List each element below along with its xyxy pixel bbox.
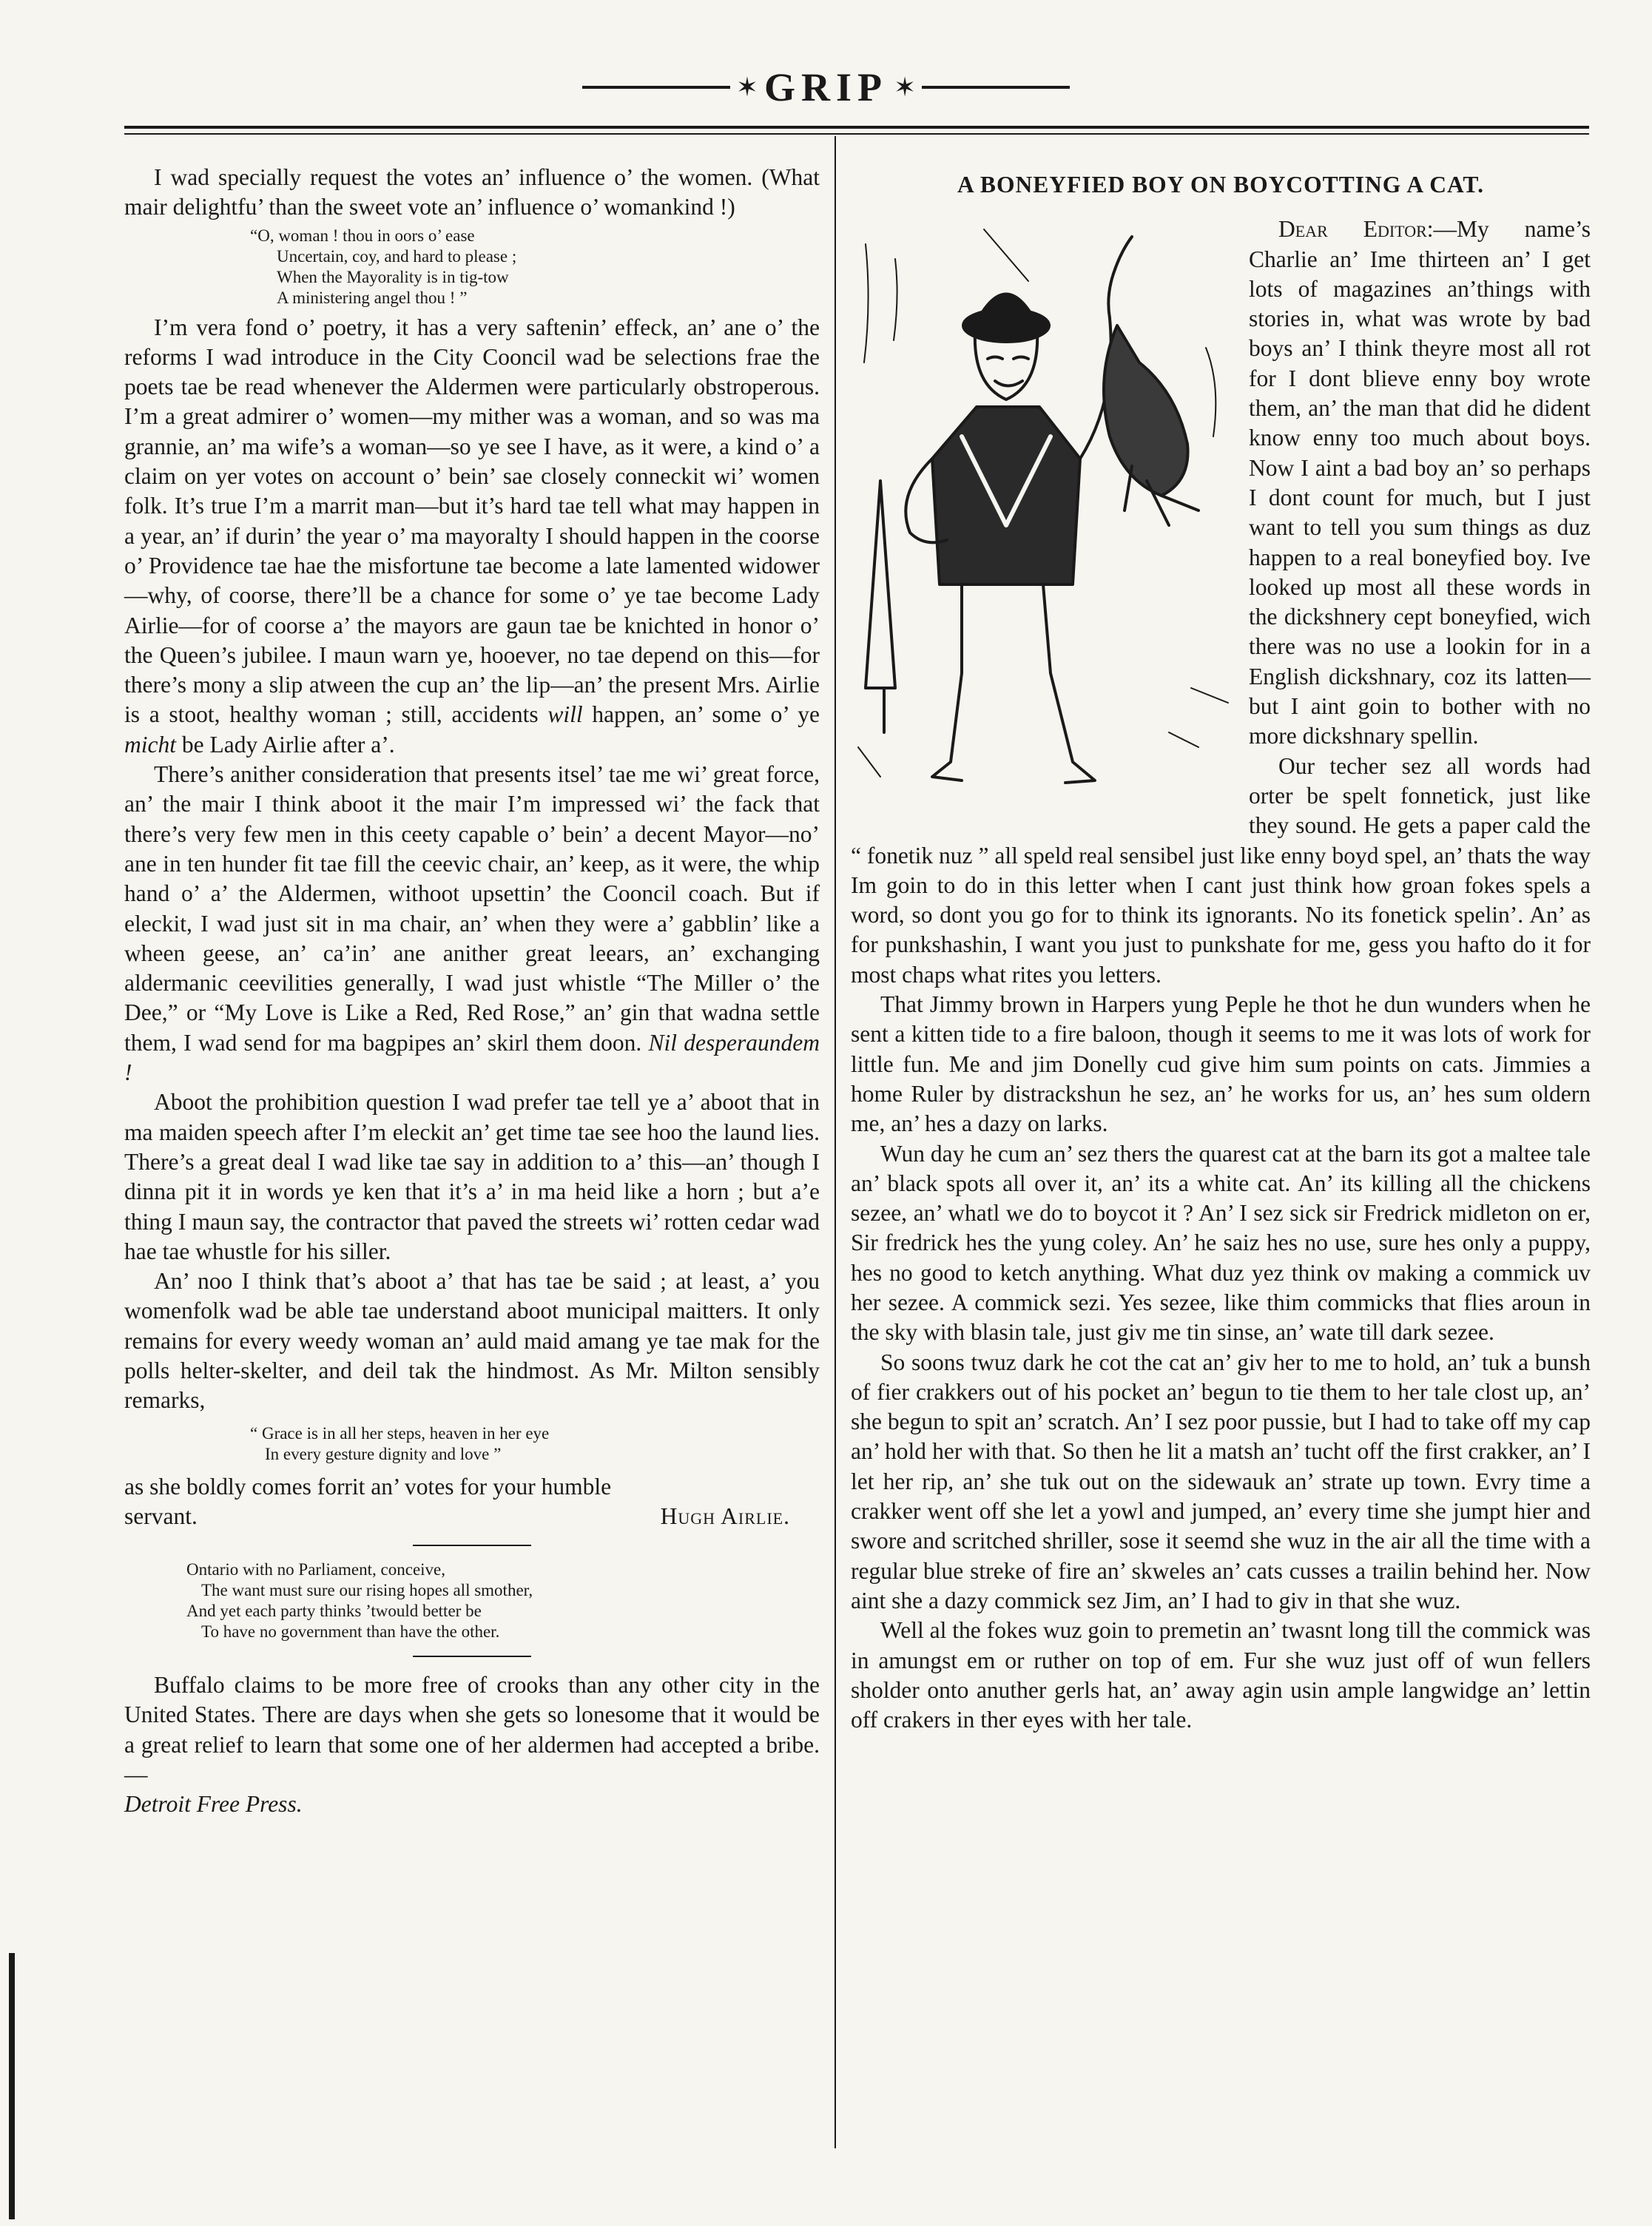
paragraph-text: be Lady Airlie after a’. [175,731,395,758]
verse-line: And yet each party thinks ’twould better be [186,1602,482,1621]
star-icon: ✶ [735,72,758,102]
paragraph: Wun day he cum an’ sez thers the quarest cat at the barn its got a maltee tale an’ black spots all over it, an’ its a white cat. An’ its killing all the chickens sezee, an’ whatl we do to boycot it ? An’ I sez sick sir Fredrick midleton on er, Sir fredrick hes the yung coley. An’ he saiz hes no use, sure hes only a puppy, hes no good to ketch anything. What duz yez think ov making a commick uv her sezee. A commick sezi. Yes sezee, like thim commicks that flies aroun in the sky with blasin tale, just giv me tin sinse, an’ wate till dark sezee. [851,1140,1591,1346]
verse-quote [250,226,820,308]
ontario-verse [186,1559,820,1642]
section-rule [413,1656,531,1657]
illustration-svg [851,215,1243,836]
salutation: Dear Editor [1278,216,1427,243]
italic-word: micht [124,731,176,758]
paragraph-text: I’m vera fond o’ poetry, it has a very saftenin’ effeck, an’ ane o’ the reforms I wad introduce in the City Cooncil wad be selections frae the poets tae be read whenever the Aldermen were particularly obstroperous. I’m a great admirer o’ women—my mither was a woman, and so was ma grannie, an’ ma wife’s a woman—so ye see I have, as it were, a kind o’ a claim on yer votes on account o’ bein’ sae closely conneckit wi’ women folk. It’s true I’m a marrit man—but it’s hard tae tell what may happen in a year, an’ if durin’ the year o’ ma mayoralty I should happen in the coorse o’ Providence tae hae the misfortune tae become a late lamented widower—why, of coorse, there’ll be a chance for some o’ ye tae become Lady Airlie—for of coorse a’ the mayors are gaun tae be knichted in honor o’ the Queen’s jubilee. I maun warn ye, hooever, no tae depend on this—for there’s mony a slip atween the cup an’ the lip—an’ the present Mrs. Airlie is a stoot, healthy woman ; still, accidents [124,314,820,728]
verse-line: The want must sure our rising hopes all smother, [201,1581,533,1600]
paragraph-text: :—My name’s Charlie an’ Ime thirteen an’ I get lots of magazines an’things with stories in, what was wrote by bad boys an’ I think theyre most all rot for I dont blieve enny boy wrote them, an’ the man that did he dident know enny too much about boys. Now I aint a bad boy an’ so perhaps I dont count for much, but I just want to tell you sum things as duz happen to a real boneyfied boy. Ive looked up most all these words in the dickshnery cept boneyfied, wich there was no use a lookin for in a English dickshnary, coz its latten—but I aint goin to bother with no more dickshnary spellin. [1249,216,1591,749]
verse-line: Uncertain, coy, and hard to please ; [277,246,517,266]
paragraph [124,760,820,1087]
paragraph-text: happen, an’ some o’ ye [582,701,820,728]
verse-line: When the Mayorality is in tig-tow [277,267,509,286]
left-column [124,163,820,1820]
paragraph-text: There’s anither consideration that presents itsel’ tae me wi’ great force, an’ the mair I think aboot it the mair I’m impressed wi’ the fack that there’s very few men in this ceety capable o’ bein’ a decent Mayor—no’ ane in ten hunder fit tae fill the ceevic chair, an’ keep, as it were, the whip hand o’ a’ the Aldermen, withoot upsettin’ the Cooncil coach. But if eleckit, I wad just sit in ma chair, an’ when they were a’ gabblin’ like a wheen geese, an’ ca’in’ ane anither great leears, an’ exchanging aldermanic ceevilities generally, I wad just whistle “The Miller o’ the Dee,” or “My Love is Like a Red, Red Rose,” an’ gin that wadna settle them, I wad send for ma bagpipes an’ skirl them doon. [124,761,820,1056]
boy-with-cat-illustration [851,215,1243,836]
paragraph [124,1670,820,1819]
paragraph: So soons twuz dark he cot the cat an’ giv her to me to hold, an’ tuk a bunsh of fier crakkers out of his pocket an’ begun to tie them to her tale clost up, an’ she begun to spit an’ scratch. An’ I sez poor pussie, but I had to take off my cap an’ hold her with that. So then he lit a matsh an’ tucht off the first crakker, an’ I let her rip, an’ she tuk out on the sidewauk an’ strate up town. Evry time a crakker went off she let a yowl and jumped, an’ every time she jumpt hier and swore and scritched shriller, sose it seemd she wuz in the air all the time with a regular blue streke of fire an’ skweles an’ cats cusses a trailin behind her. Now aint she a dazy commick sez Jim, an’ I had to giv in that she wuz. [851,1349,1591,1613]
verse-line: “O, woman ! thou in oors o’ ease [250,226,475,245]
verse-line: A ministering angel thou ! ” [277,288,468,307]
header-rule [124,126,1589,129]
paragraph-text: servant. [124,1502,198,1529]
verse-line: Ontario with no Parliament, conceive, [186,1560,446,1579]
paragraph: as she boldly comes forrit an’ votes for your humble [124,1473,612,1500]
header-rule-thin [124,133,1589,135]
paragraph: I wad specially request the votes an’ influence o’ the women. (What mair delightfu’ than the sweet vote an’ influence o’ womankind !) [124,164,820,220]
section-rule [413,1545,531,1546]
latin-phrase: Nil desperaundem ! [124,1029,820,1086]
masthead [0,65,1652,109]
paragraph: Aboot the prohibition question I wad prefer tae tell ye a’ aboot that in ma maiden speech after I’m eleckit an’ get time tae see hoo the laund lies. There’s a great deal I wad like tae say in addition to a’ this—an’ though I dinna pit it in words ye ken that it’s a’ in ma heid like a horn ; but a’e thing I maun say, the contractor that paved the streets wi’ rotten cedar wad hae tae whustle for his siller. [124,1089,820,1264]
masthead-rule-left [582,86,730,89]
masthead-title: GRIP [764,65,888,109]
source-credit: Detroit Free Press. [124,1791,303,1818]
column-divider [835,136,836,2148]
masthead-rule-right [922,86,1070,89]
italic-word: will [547,701,583,728]
paragraph-text: Buffalo claims to be more free of crooks than any other city in the United States. There are days when she gets so lonesome that it would be a great relief to learn that some one of her aldermen had accepted a bribe.— [124,1672,820,1788]
star-icon: ✶ [894,72,917,102]
milton-quote [250,1423,820,1465]
paragraph: An’ noo I think that’s aboot a’ that has tae be said ; at least, a’ you womenfolk wad be able tae understand aboot municipal maitters. It only remains for every weedy woman an’ auld maid amang ye tae mak for the polls helter-skelter, and deil tak the hindmost. As Mr. Milton sensibly remarks, [124,1268,820,1414]
signature: Hugh Airlie. [660,1502,790,1529]
paragraph: Well al the fokes wuz goin to premetin an’ twasnt long till the commick was in amungst em or ruther on top of em. Fur she wuz just off of wun fellers sholder onto anuther gerls hat, an’ away agin usin ample langwidge an’ lettin off crakers in ther eyes with her tale. [851,1617,1591,1733]
right-column [851,163,1591,1735]
verse-line: “ Grace is in all her steps, heaven in her eye [250,1423,550,1443]
article-heading: A BONEYFIED BOY ON BOYCOTTING A CAT. [957,172,1484,198]
paragraph: Our techer sez all words had orter be spelt fonnetick, just like they sound. He gets a paper cald the “ fonetik nuz ” all speld real sensibel just like enny boyd spel, an’ thats the way Im goin to do in this letter when I cant just think how groan fokes spels a word, so dont you go for to think its ignorants. No its fonetick spelin’. An’ as for punkshashin, I want you just to punkshate for me, gess you hafto do it for most chaps what rites you letters. [851,752,1591,988]
verse-line: In every gesture dignity and love ” [265,1444,502,1463]
verse-line: To have no government than have the other. [201,1622,500,1642]
article-body [851,215,1591,1735]
paragraph: That Jimmy brown in Harpers yung Peple he thot he dun wunders when he sent a kitten tide to a fire baloon, though it seems to me it was lots of work for little fun. Me and jim Donelly cud give him sum points on cats. Jimmies a home Ruler by distrackshun he sez, an’ he works for us, an’ hes sum oldern me, an’ hes a dazy on larks. [851,991,1591,1137]
margin-mark [9,1953,15,2219]
paragraph [124,313,820,760]
signature-line [124,1502,820,1531]
